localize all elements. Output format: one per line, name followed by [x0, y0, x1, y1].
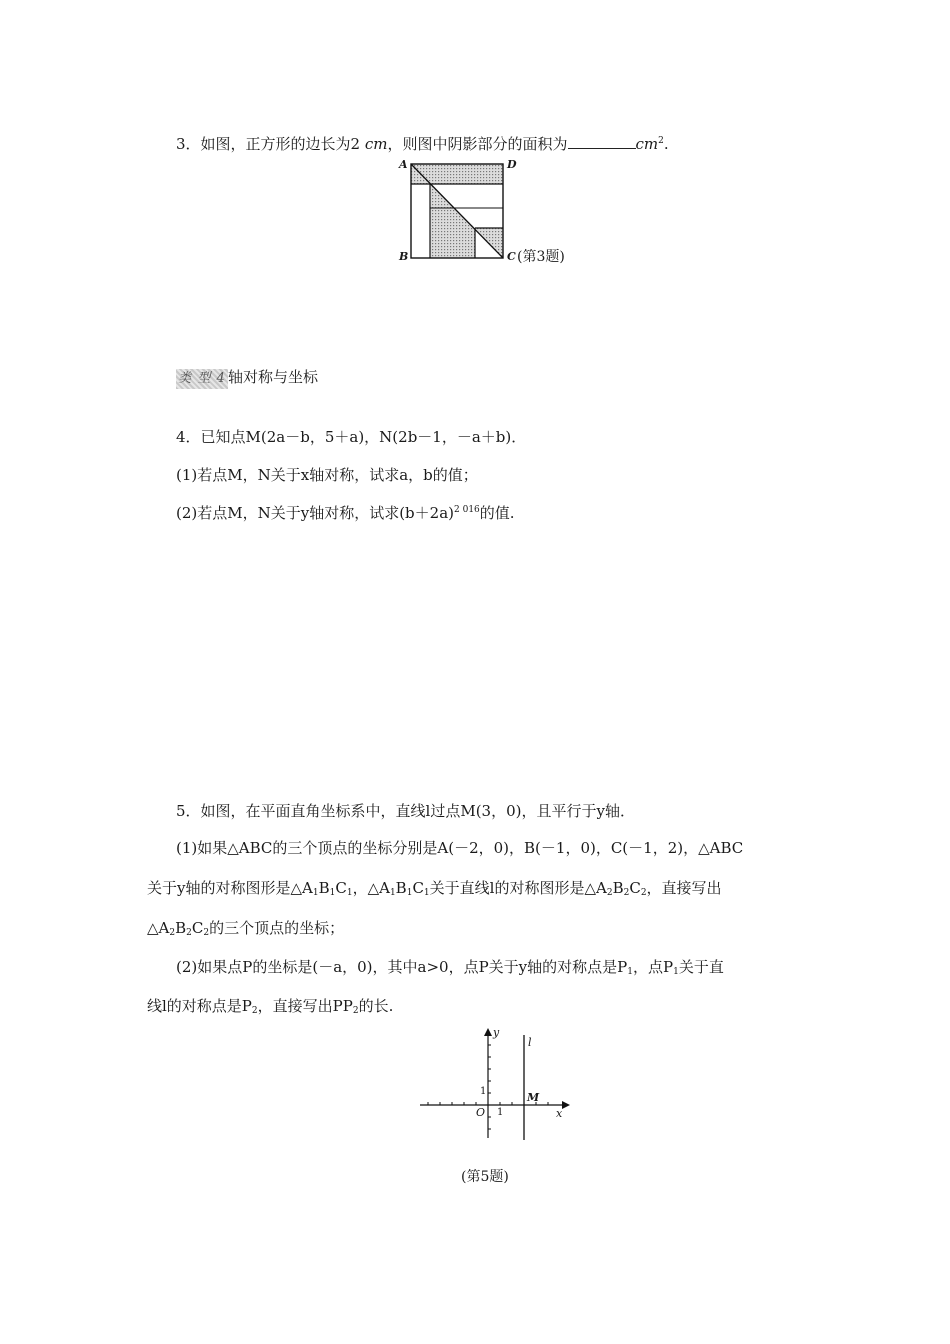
q5-label-x: x: [556, 1107, 563, 1120]
q5-sub: 1: [423, 888, 430, 898]
q5-p2-l2-a: 线l的对称点是P: [147, 997, 252, 1015]
q5-y-arrow: [484, 1028, 492, 1036]
q5-sub: 2: [606, 888, 613, 898]
q5-label-one-y: 1: [480, 1086, 487, 1097]
q5-p1-l2-e: 关于直线l的对称图形是△A: [429, 879, 607, 897]
q5-p1-l2-a: 关于y轴的对称图形是△A: [147, 879, 313, 897]
q5-sub: 1: [329, 888, 336, 898]
q5-p2-l1-b: ，点P: [632, 958, 674, 976]
q5-p1-l2-f: ，直接写出: [646, 879, 722, 897]
q5-sub: 1: [406, 888, 413, 898]
q5-p1-l3-end: 的三个顶点的坐标；: [209, 919, 345, 937]
q5-x-arrow: [562, 1101, 570, 1109]
q5-sub: 2: [352, 1006, 359, 1016]
q5-part1-line1: (1)如果△ABC的三个顶点的坐标分别是A(－2，0)，B(－1，0)，C(－1，2)，△ABC: [176, 839, 744, 857]
q3-text: [176, 131, 669, 154]
q4-part2-pre: (2)若点M，N关于y轴对称，试求(b＋2a): [176, 504, 454, 522]
q5-p1-l2-d: ，△A: [352, 879, 390, 897]
q5-p1-l2-b: B: [612, 879, 624, 897]
q4-part1: (1)若点M，N关于x轴对称，试求a，b的值；: [176, 466, 478, 484]
q5-p2-l2-c: 的长.: [358, 997, 394, 1015]
q3-end: .: [663, 135, 669, 153]
q3-label-a: A: [399, 158, 408, 171]
q5-p1-l3-c: C: [191, 919, 204, 937]
q3-number: 3．: [176, 135, 201, 153]
q3-shade-top: [411, 164, 503, 184]
q3-text-before: 如图，正方形的边长为2: [200, 135, 365, 153]
type4-heading: [176, 367, 318, 389]
q5-label-y: y: [493, 1026, 500, 1039]
q5-sub: 2: [623, 888, 630, 898]
q5-part2-line1: [176, 957, 724, 982]
q5-p1-l3-a: △A: [147, 919, 170, 937]
type4-title: 轴对称与坐标: [228, 368, 319, 386]
q5-sub: 2: [186, 928, 192, 938]
q3-unit-exponent: 2: [658, 136, 664, 146]
q5-sub: 1: [346, 888, 353, 898]
q5-p1-l3-b: B: [175, 919, 187, 937]
q3-label-d: D: [507, 158, 517, 171]
q5-part1-line3: [147, 918, 344, 943]
type4-badge: 类 型 4: [176, 369, 228, 389]
q5-coordinate-figure: [415, 1025, 575, 1145]
q5-caption: (第5题): [461, 1169, 509, 1185]
q3-shade-triangle-left: [430, 184, 475, 258]
q3-figure: [395, 155, 505, 265]
q5-sub: 2: [640, 888, 647, 898]
q5-label-origin: O: [476, 1106, 486, 1119]
q3-unit-end: cm: [635, 135, 659, 153]
q5-label-l: l: [528, 1036, 532, 1049]
q5-sub: 2: [169, 928, 176, 938]
q5-p2-l1-c: 关于直: [678, 958, 724, 976]
q5-p2-l2-b: ，直接写出PP: [257, 997, 353, 1015]
q5-sub: 1: [389, 888, 396, 898]
q5-p2-l1-a: (2)如果点P的坐标是(－a，0)，其中a>0，点P关于y轴的对称点是P: [176, 958, 628, 976]
q5-p1-l2-c: C: [335, 879, 347, 897]
q3-label-b: B: [399, 250, 409, 263]
q5-sub: 1: [312, 888, 319, 898]
q5-p1-l2-c: C: [412, 879, 424, 897]
q5-p1-l2-b: B: [395, 879, 407, 897]
q4-part2: [176, 500, 515, 523]
q4-stem: 4．已知点M(2a－b，5＋a)，N(2b－1，－a＋b)．: [176, 428, 527, 446]
q5-label-one-x: 1: [497, 1107, 504, 1118]
q5-part2-line2: [147, 996, 393, 1021]
q4-part2-exponent: 2 016: [454, 505, 480, 515]
q3-unit: cm: [364, 135, 388, 153]
q5-p1-l2-b: B: [318, 879, 330, 897]
q3-text-mid: ，则图中阴影部分的面积为: [387, 135, 568, 153]
q5-p1-l2-c: C: [629, 879, 641, 897]
q5-sub: 1: [627, 967, 633, 977]
q5-label-m: M: [527, 1091, 540, 1104]
q5-sub: 2: [203, 928, 210, 938]
q3-caption: (第3题): [517, 249, 565, 265]
q5-stem: 5．如图，在平面直角坐标系中，直线l过点M(3，0)，且平行于y轴．: [176, 802, 635, 820]
q5-part1-line2: [147, 878, 722, 903]
q3-label-c: C: [507, 250, 516, 263]
q4-part2-post: 的值.: [479, 504, 515, 522]
q5-sub: 2: [251, 1006, 258, 1016]
q5-sub: 1: [673, 967, 679, 977]
q3-answer-blank: [568, 134, 636, 149]
